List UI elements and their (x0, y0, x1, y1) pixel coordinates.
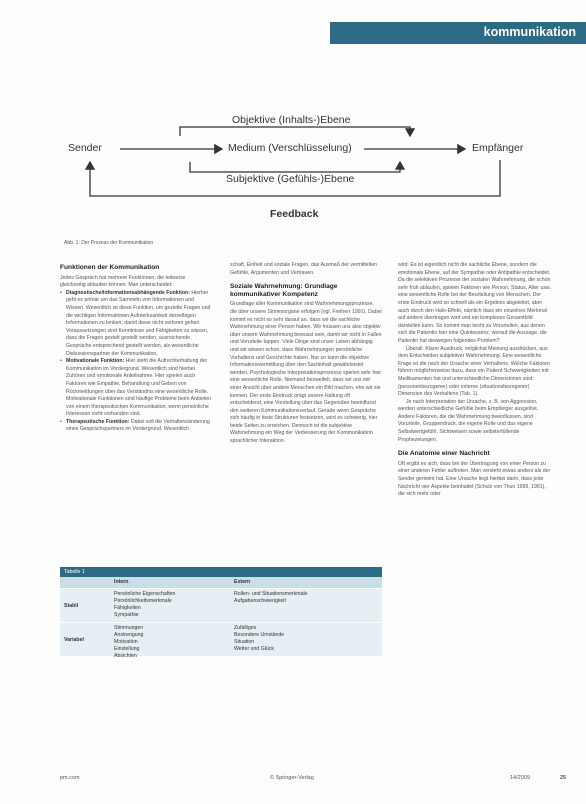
list-term: Diagnostische/informationsabhängende Funktion: (66, 289, 190, 296)
page-number: 25 (560, 775, 567, 781)
function-list (60, 290, 212, 434)
medium-label: Medium (Verschlüsselung) (228, 142, 352, 154)
feedback-label: Feedback (270, 208, 319, 220)
paragraph: schaft, Einheit und soziale Fragen, das Ausmaß der vermittelten Gefühle, Argumenten und Vertrauen. (230, 262, 378, 276)
list-text: Dabei soll die Verhaltensänderung eines Gesprächspartners im Vordergrund. Wesentlich (66, 418, 210, 433)
subjective-level-label: Subjektive (Gefühls-)Ebene (226, 173, 355, 185)
heading-anatomy: Die Anatomie einer Nachricht (398, 450, 490, 458)
footer-issue: 14/2009 (510, 775, 530, 781)
figure-caption: Abb. 1: Der Prozess der Kommunikation (64, 240, 154, 246)
list-text: Hierbei geht es primär um das Sammeln von Informationen und Wissen. Wesentlich ist diese Funktion, um gezielte Fragen und die wichtigen Informationen Aufmerksamkeit derselbigen Informationen zu lenken, damit diese nicht verloren gehen. Voraussetzungen sind Kenntnisse und Fähigkeiten zu wissen, dass die Fragen gezielt gestellt werden, ausreichende Gespräche entsprechend gestellt werden, als wesentliche Diskussionspartner der Kommunikation. (66, 289, 211, 357)
objective-level-label: Objektive (Inhalts-)Ebene (232, 114, 351, 126)
paragraph: wird. Es ist eigentlich nicht die sachliche Ebene, sondern die emotionale Ebene, auf der Sympathie oder Antipathie entscheidet. Da die selektiven Prozesse der sozialen Wahrnehmung, die schon sehr früh ablaufen, spielen Faktoren wie Person, Status, Alter usw. eine wesentliche Rolle bei der Beurteilung von Menschen. Der erste Eindruck wird so schnell als ein Ergebnis abgeleitet, aber auch durch den Halo-Effekt, nämlich dass ein einzelnes Merkmal auf andere übertragen wird und ein komplexes Gesamtbild darstellen kann. So kommt man leicht zu Vorurteilen, aus denen sich die Patientin hier eine Quintessenz, worauf die Aussage, die Patientin hat deswegen folgendes Problem? (398, 262, 551, 344)
row-label: Variabel (64, 636, 84, 643)
section-title: kommunikation (483, 25, 576, 39)
receiver-label: Empfänger (472, 142, 524, 154)
heading-social-perception: Soziale Wahrnehmung: Grundlage kommunikativer Kompetenz (230, 283, 338, 298)
table-row (60, 588, 382, 622)
column-2 (230, 262, 382, 446)
paragraph: Grundlage aller Kommunikation sind Wahrnehmungsprozesse, die über unsere Sinnesorgane erfolgen (vgl. Freiherr 1991). Dabei kommt es nicht so sehr darauf an, dass wir die sachliche Wahrnehmung einer Person haben. Wir müssen uns also objektiv über unsere Wahrnehmung bewusst sein, damit wir nicht in Fallen und Vorurteile tappen. Viele Dinge sind unser Leben abhängig und wir wissen schon, dass Wahrnehmungen persönliche Vorhaltens und Geschichte haben. Nur so kann die objektive Informationsvermittlung über den Sachinhalt gewährleistet werden. Psychologische Interpretationsprozesse spielen sehr hier eine wesentliche Rolle. Niemand bezweifelt, dass wir uns mit einer Ansicht über andere Menschen ein Bild machen, ehe wir sie kennen. Der erste Eindruck prägt unsere Haltung oft entscheidend, eine Vorstellung über das Gegenüber beeinflusst den weiteren Kommunikationsverlauf. Gerade wenn Gespräche sich häufig in feste Strukturen festsetzen, wird es schwierig, hier beide Seiten zu erreichen. Dennoch ist die subjektive Wahrnehmung ein Weg der Verbesserung der Kommunikation sprachlicher Interaktion. (230, 301, 382, 445)
table-cell: Persönliche Eigenschaften Persönlichkeitsmerkmale Fähigkeiten Sympathie (114, 591, 176, 618)
attribution-table (60, 567, 382, 659)
table-title: Tabelle 1 (60, 567, 382, 577)
table-cell: Zufälliges Besondere Umstände Situation Wetter und Glück (234, 625, 285, 652)
column-1 (60, 262, 212, 434)
column-3 (398, 262, 552, 499)
bottom-arc-arrow (190, 162, 400, 172)
communication-diagram (0, 0, 586, 250)
table-header-internal: Intern (114, 579, 129, 585)
list-item (60, 419, 212, 434)
table-header-external: Extern (234, 579, 251, 585)
table-header-row (60, 577, 382, 588)
heading-functions: Funktionen der Kommunikation (60, 264, 160, 271)
table-cell: Stimmungen Anstrengung Motivation Einstellung Absichten (114, 625, 144, 659)
paragraph: Oft ergibt es sich, dass bei der Übertragung von einer Person zu einer anderen Fehler auftreten. Man versteht etwas anders als der Sender gemeint hat. Eine Ursache liegt hierbei darin, dass jede Nachricht vier Aspekte beinhaltet (Schulz von Thun 1999, 1981), die sich mehr oder (398, 460, 551, 498)
table-header-empty (60, 577, 110, 588)
footer-publisher: © Springer-Verlag (270, 775, 314, 781)
top-arc-arrow (180, 127, 410, 136)
list-text: Hier steht die Aufrechterhaltung der Kommunikation im Vordergrund. Wesentlich sind hierbei Zuhören und emotionale Anteilnahme. Hier spielen auch Faktoren wie Empathie, Behandlung und Geben von Rückmeldungen über das Verständnis eine wesentliche Rolle. Motivationale Funktionen sind häufige Probleme beim Anbieten von einem therapeutischen Kommunikation, wenn persönliche Interessen nicht vorhanden sind. (66, 358, 212, 418)
table-cell: Rollen- und Situationsmerkmale Aufgabenschwierigkeit (234, 591, 308, 604)
paragraph: Überall: Klarer Ausdruck, möglichst Meinung ausdrücken, aus dem Entscheiden subjektiver Wahrnehmung. Eine wesentliche Frage ist die nach der Ursache einer Verhaltens. Welche Faktoren führen möglicherweise dazu, dass ein Patient Schwierigkeiten mit Medikamenten hat und unterschiedliche Dimensionen sind: (personenbezogener) oder externe (situationsbezogener) Dimension des Verhaltens (Tab. 1). (398, 345, 550, 398)
footer-left: pm.com (60, 775, 80, 781)
paragraph: Je nach Interpretation der Ursache, z. B. von Aggression, werden unterschiedliche Gefühle beim Empfänger ausgelöst. Andere Faktoren, die die Wahrnehmung beeinflussen, sind Vorurteile, Gruppendruck, die eigene Rolle und das eigene Selbstwertgefühl, Sichtweisen sowie selbsterfüllende Prophezeiungen. (398, 398, 539, 443)
sender-label: Sender (68, 142, 102, 154)
row-label: Stabil (64, 602, 79, 609)
list-item (60, 290, 212, 358)
table-row (60, 622, 382, 659)
paragraph: Jedes Gespräch hat mehrere Funktionen, die teilweise gleichzeitig ablaufen können. Man unterscheidet: (60, 274, 186, 289)
list-term: Motivationale Funktion: (66, 358, 125, 365)
list-item (60, 358, 212, 419)
list-term: Therapeutische Funktion: (66, 418, 130, 425)
